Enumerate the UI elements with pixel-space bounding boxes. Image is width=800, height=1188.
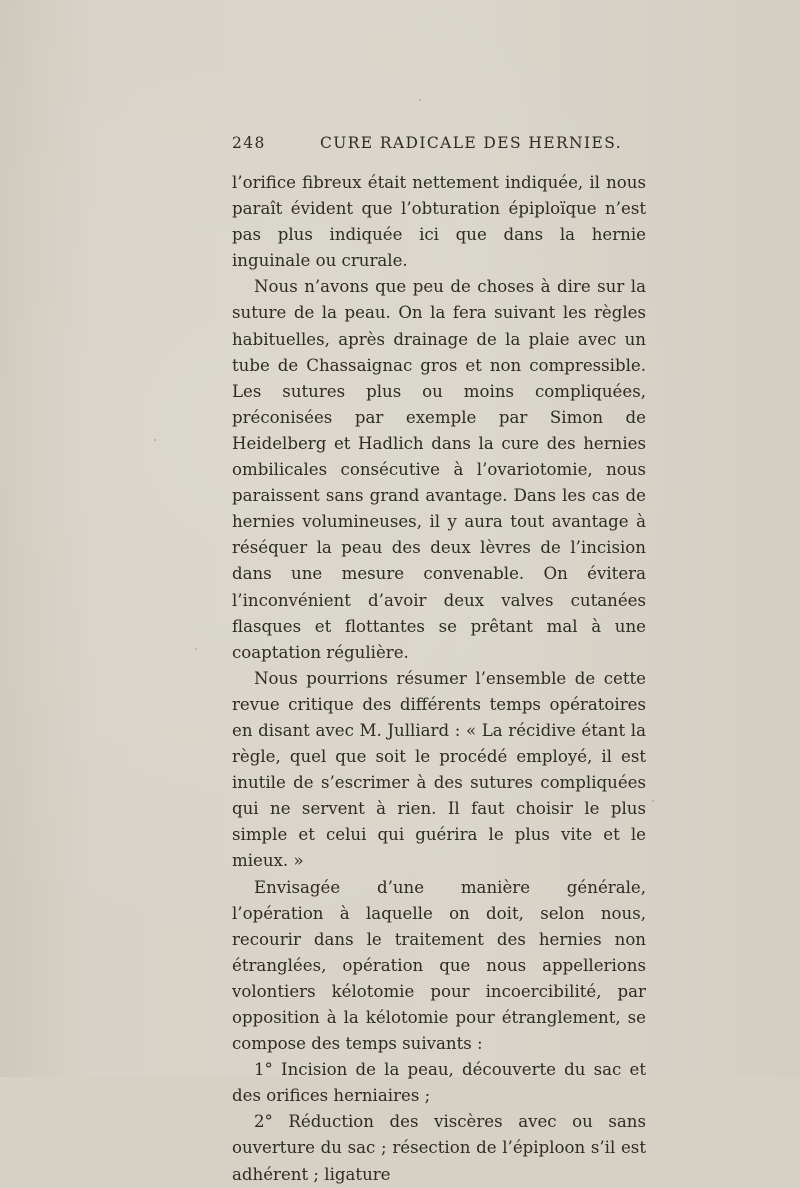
- paragraph-3: Nous pourrions résumer l’ensemble de cette revue critique des différents temps opératoires en disant avec M. Julliard : « La récidive étant la règle, quel que soit le procédé employé, il est inutile de s’escrimer à des sutures compliquées qui ne servent à rien. Il faut choisir le plus simple et celui qui guérira le plus vite et le mieux. »: [232, 668, 646, 871]
- list-item-1: 1° Incision de la peau, découverte du sac et des orifices herniaires ;: [232, 1060, 646, 1106]
- paper-speck: [195, 648, 197, 650]
- paper-speck: [419, 99, 421, 101]
- paragraph-1: l’orifice fibreux était nettement indiquée, il nous paraît évident que l’obturation épiploïque n’est pas plus indiquée ici que dans la hernie inguinale ou crurale.: [232, 173, 646, 271]
- running-title: CURE RADICALE DES HERNIES.: [320, 134, 623, 152]
- paragraph-2: Nous n’avons que peu de choses à dire sur la suture de la peau. On la fera suivant les règles habituelles, après drainage de la plaie avec un tube de Chassaignac gros et non compressible. Les sutures plus ou moins compliquées, préconisées par exemple par Simon de Heidelberg et Hadlich dans la cure des hernies ombilicales consécutive à l’ovariotomie, nous paraissent sans grand avantage. Dans les cas de hernies volumineuses, il y aura tout avantage à réséquer la peau des deux lèvres de l’incision dans une mesure convenable. On évitera l’inconvénient d’avoir deux valves cutanées flasques et flottantes se prêtant mal à une coaptation régulière.: [232, 277, 646, 662]
- body-text: [232, 170, 646, 1188]
- page-number: 248: [232, 134, 266, 152]
- paper-speck: [154, 439, 156, 441]
- page-header: [232, 134, 652, 158]
- paper-speck: [652, 800, 654, 802]
- paragraph-4: Envisagée d’une manière générale, l’opération à laquelle on doit, selon nous, recourir dans le traitement des hernies non étranglées, opération que nous appellerions volontiers kélotomie pour incoercibilité, par opposition à la kélotomie pour étranglement, se compose des temps suivants :: [232, 877, 646, 1054]
- list-item-2: 2° Réduction des viscères avec ou sans ouverture du sac ; résection de l’épiploon s’il est adhérent ; ligature: [232, 1112, 646, 1184]
